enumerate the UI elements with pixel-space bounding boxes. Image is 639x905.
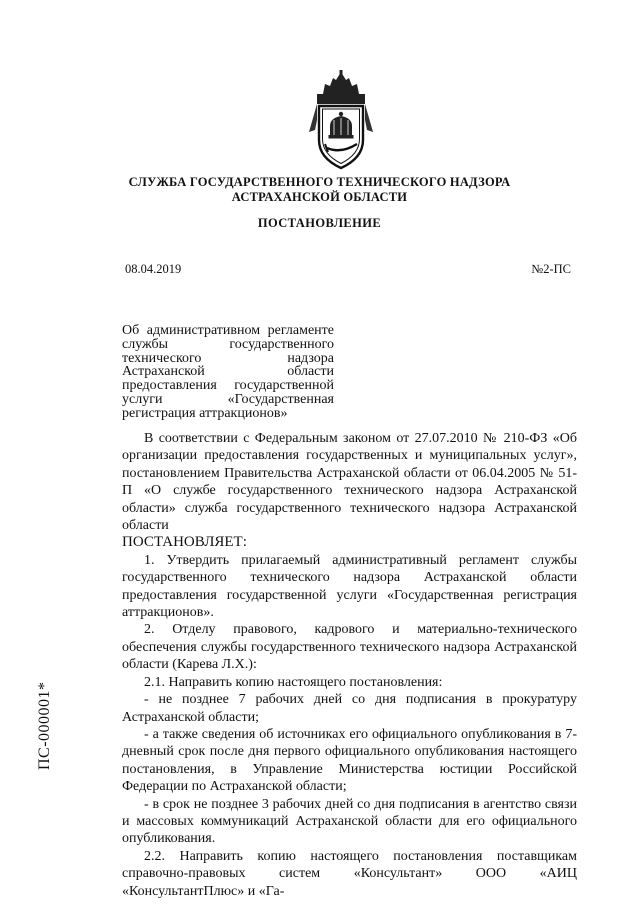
organization-title-line2: АСТРАХАНСКОЙ ОБЛАСТИ [231,190,408,204]
decree-heading: ПОСТАНОВЛЯЕТ: [122,534,247,551]
organization-title-line1: СЛУЖБА ГОСУДАРСТВЕННОГО ТЕХНИЧЕСКОГО НАДЗОРА [128,175,511,189]
paragraph-1: 1. Утвердить прилагаемый административный регламент службы государственного технического надзора Астраханской области предоставления государственной услуги «Государственная регистрация аттракционов». [122,552,577,621]
side-registration-mark: ПС-000001* [36,681,53,770]
paragraph-2-1-a: - не позднее 7 рабочих дней со дня подписания в прокуратуру Астраханской области; [122,692,577,725]
document-date: 08.04.2019 [125,262,182,276]
document-type: ПОСТАНОВЛЕНИЕ [257,216,382,230]
astrakhan-coat-of-arms-icon [303,70,379,170]
paragraph-2-1-b: - а также сведения об источниках его официального опубликования в 7-дневный срок после дня первого официального опубликования настоящего постановления, в Управление Министерства юстиции Российской Федерации по Астраханской области; [122,726,577,795]
document-body [122,430,577,900]
document-number: №2-ПС [531,262,571,276]
document-subject: Об административном регламенте службы государственного технического надзора Астраханской области предоставления государственной услуги «Государственная регистрация аттракционов» [122,323,334,421]
paragraph-2-2: 2.2. Направить копию настоящего постановления поставщикам справочно-правовых систем «Консультант» ООО «АИЦ «КонсультантПлюс» и «Га- [122,848,577,899]
paragraph-2: 2. Отделу правового, кадрового и материально-технического обеспечения службы государственного технического надзора Астраханской области (Карева Л.Х.): [122,622,577,673]
paragraph-2-1: 2.1. Направить копию настоящего постановления: [144,674,443,690]
paragraph-2-1-c: - в срок не позднее 3 рабочих дней со дня подписания в агентство связи и массовых коммуникаций Астраханской области для его официального опубликования. [122,796,577,847]
preamble-paragraph: В соответствии с Федеральным законом от 27.07.2010 № 210-ФЗ «Об организации предоставления государственных и муниципальных услуг», постановлением Правительства Астраханской области от 06.04.2005 № 51-П «О службе государственного технического надзора Астраханской области» служба государственного технического надзора Астраханской области [122,431,577,534]
organization-title [0,175,639,205]
